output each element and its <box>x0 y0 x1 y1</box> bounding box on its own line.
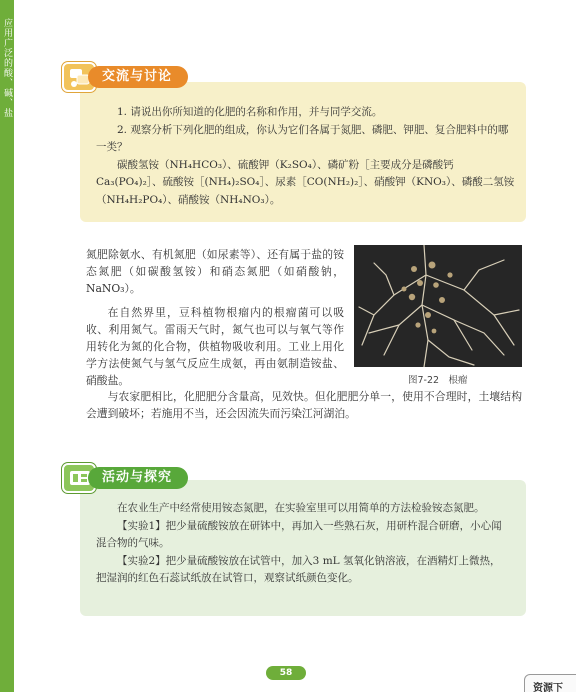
discussion-title: 交流与讨论 <box>88 66 188 88</box>
figure-caption: 图7-22 根瘤 <box>408 375 468 386</box>
experiment-2: 【实验2】把少量硫酸铵放在试管中，加入3 mL 氢氧化钠溶液，在酒精灯上微热，把湿润的红色石蕊试纸放在试管口，观察试纸颜色变化。 <box>96 554 501 584</box>
page-number: 58 <box>266 666 306 680</box>
resource-tab[interactable]: 资源下 <box>524 674 576 692</box>
discussion-header <box>62 62 192 92</box>
activity-text <box>96 500 510 588</box>
question-2: 2. 观察分析下列化肥的组成，你认为它们各属于氮肥、磷肥、钾肥、复合肥料中的哪一类？ <box>96 123 509 153</box>
side-strip <box>0 0 14 692</box>
chapter-label: 应用广泛的酸、碱、盐 <box>2 18 12 118</box>
discussion-text <box>96 104 516 209</box>
paragraph-nitrogen-fertilizer: 氮肥除氨水、有机氮肥（如尿素等）、还有属于盐的铵态氮肥（如碳酸氢铵）和硝态氮肥（如硝酸钠，NaNO₃）。 <box>86 248 344 295</box>
experiment-1: 【实验1】把少量硫酸铵放在研钵中，再加入一些熟石灰，用研杵混合研磨，小心闻混合物的气味。 <box>96 519 502 549</box>
paragraph-comparison: 与农家肥相比，化肥肥分含量高，见效快。但化肥肥分单一，使用不合理时，土壤结构会遭到破坏；若施用不当，还会因流失而污染江河湖泊。 <box>86 390 522 420</box>
fertilizer-list: 碳酸氢铵（NH₄HCO₃）、硫酸钾（K₂SO₄）、磷矿粉［主要成分是磷酸钙 Ca₃(PO₄)₂］、硫酸铵［(NH₄)₂SO₄］、尿素［CO(NH₂)₂］、硝酸钾（KNO₃）、磷酸二氢铵（NH₄H₂PO₄）、硝酸铵（NH₄NO₃）。 <box>96 158 515 206</box>
root-nodule-photo <box>354 245 522 367</box>
paragraph-nitrogen-fixation: 在自然界里，豆科植物根瘤内的根瘤菌可以吸收、利用氮气。雷雨天气时，氮气也可以与氧气等作用转化为氮的化合物，供植物吸收利用。工业上用化学方法使氮气与氢气反应生成氨，再由氨制造铵盐、硝酸盐。 <box>86 306 344 387</box>
activity-intro: 在农业生产中经常使用铵态氮肥，在实验室里可以用简单的方法检验铵态氮肥。 <box>117 502 485 514</box>
question-1: 1. 请说出你所知道的化肥的名称和作用，并与同学交流。 <box>117 106 383 118</box>
activity-title: 活动与探究 <box>88 467 188 489</box>
activity-header <box>62 463 192 493</box>
